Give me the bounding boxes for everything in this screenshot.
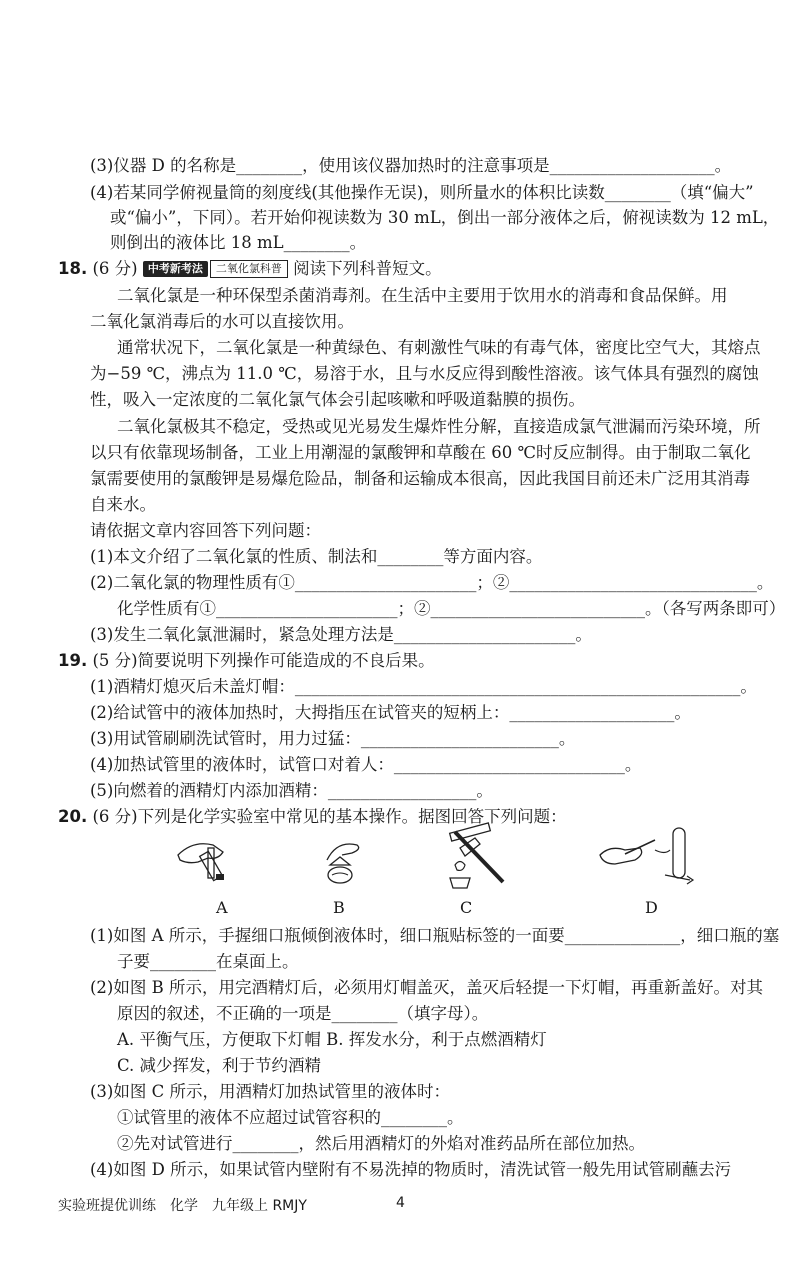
q18-question-1: (1)本文介绍了二氧化氯的性质、制法和________等方面内容。 [90,547,543,566]
q18-para3-line1: 二氧化氯极其不稳定，受热或见光易发生爆炸性分解，直接造成氯气泄漏而污染环境，所 [117,417,761,436]
q17-item-4-line-3: 则倒出的液体比 18 mL________。 [110,233,367,252]
q19-item-4: (4)加热试管里的液体时，试管口对着人：____________________________。 [90,755,642,774]
tag-exam-method: 中考新考法 [143,261,208,277]
question-number: 18. [58,259,88,278]
question-stem: (5 分)简要说明下列操作可能造成的不良后果。 [92,651,435,670]
q20-item-1-line2: 子要________在桌面上。 [117,952,299,971]
question-number: 19. [58,651,88,670]
figure-c-heating-test-tube-illustration [435,820,515,890]
q19-item-3: (3)用试管刷刷洗试管时，用力过猛：________________________。 [90,729,576,748]
question-number: 20. [58,807,88,826]
figure-a-pouring-illustration [168,830,248,890]
q20-item-4: (4)如图 D 所示，如果试管内壁附有不易洗掉的物质时，清洗试管一般先用试管刷蘸去污 [90,1160,732,1179]
footer-book-title: 实验班提优训练 化学 九年级上 RMJY [58,1198,307,1214]
question-intro: 阅读下列科普短文。 [293,259,442,278]
q19-item-2: (2)给试管中的液体加热时，大拇指压在试管夹的短柄上：____________________。 [90,703,691,722]
q18-para3-line3: 氯需要使用的氯酸钾是易爆危险品，制备和运输成本很高，因此我国目前还未广泛用其消毒 [90,469,750,488]
q19-item-5: (5)向燃着的酒精灯内添加酒精：__________________。 [90,781,493,800]
q20-item-2-options-ab: A. 平衡气压，方便取下灯帽 B. 挥发水分，利于点燃酒精灯 [117,1030,547,1049]
q18-para2-line2: 为−59 ℃，沸点为 11.0 ℃，易溶于水，且与水反应得到酸性溶液。该气体具有强烈的腐蚀 [90,364,759,383]
q19-item-1: (1)酒精灯熄灭后未盖灯帽：______________________________________________________。 [90,677,757,696]
figure-d-washing-test-tube-illustration [595,820,705,890]
q20-item-3-sub2: ②先对试管进行________，然后用酒精灯的外焰对准药品所在部位加热。 [117,1134,645,1153]
q18-para3-line4: 自来水。 [90,495,156,514]
figure-label-d: D [645,898,658,917]
question-score: (6 分) [92,259,138,278]
q17-item-4-line-2: 或“偏小”，下同）。若开始仰视读数为 30 mL，倒出一部分液体之后，俯视读数为 12 mL， [110,208,780,227]
q18-question-2-line2: 化学性质有①______________________；②__________________________。（各写两条即可） [117,599,786,618]
figure-b-alcohol-lamp-illustration [312,835,372,890]
q19-header [58,650,435,672]
q18-para2-line3: 性，吸入一定浓度的二氧化氯气体会引起咳嗽和呼吸道黏膜的损伤。 [90,390,585,409]
q18-header [58,258,442,280]
q20-item-2-option-c: C. 减少挥发，利于节约酒精 [117,1056,322,1075]
question-stem: (6 分)下列是化学实验室中常见的基本操作。据图回答下列问题： [92,807,567,826]
tag-topic: 二氧化氯科普 [210,260,288,278]
figure-label-a: A [216,898,228,917]
q20-item-1-line1: (1)如图 A 所示，手握细口瓶倾倒液体时，细口瓶贴标签的一面要______________，细口瓶的塞 [90,926,780,945]
q20-item-3-sub1: ①试管里的液体不应超过试管容积的________。 [117,1108,464,1127]
q18-para1-line2: 二氧化氯消毒后的水可以直接饮用。 [90,312,354,331]
q18-question-3: (3)发生二氧化氯泄漏时，紧急处理方法是______________________。 [90,625,592,644]
q20-item-2-line2: 原因的叙述，不正确的一项是________（填字母）。 [117,1004,489,1023]
q17-item-4-line-1: (4)若某同学俯视量筒的刻度线(其他操作无误)，则所量水的体积比读数________（填“偏大” [90,183,754,202]
q20-item-2-line1: (2)如图 B 所示，用完酒精灯后，必须用灯帽盖灭，盖灭后轻提一下灯帽，再重新盖好。对其 [90,978,763,997]
q18-question-2-line1: (2)二氧化氯的物理性质有①______________________；②______________________________。 [90,573,774,592]
page-number: 4 [396,1195,405,1211]
q17-item-3: (3)仪器 D 的名称是________，使用该仪器加热时的注意事项是____________________。 [90,156,732,175]
q20-item-3: (3)如图 C 所示，用酒精灯加热试管里的液体时： [90,1082,450,1101]
q18-prompt: 请依据文章内容回答下列问题： [90,521,321,540]
figure-label-c: C [460,898,473,917]
q18-para1-line1: 二氧化氯是一种环保型杀菌消毒剂。在生活中主要用于饮用水的消毒和食品保鲜。用 [117,286,728,305]
q18-para3-line2: 以只有依靠现场制备，工业上用潮湿的氯酸钾和草酸在 60 ℃时反应制得。由于制取二氧化 [90,443,751,462]
q18-para2-line1: 通常状况下，二氧化氯是一种黄绿色、有刺激性气味的有毒气体，密度比空气大，其熔点 [117,338,761,357]
figure-label-b: B [333,898,345,917]
